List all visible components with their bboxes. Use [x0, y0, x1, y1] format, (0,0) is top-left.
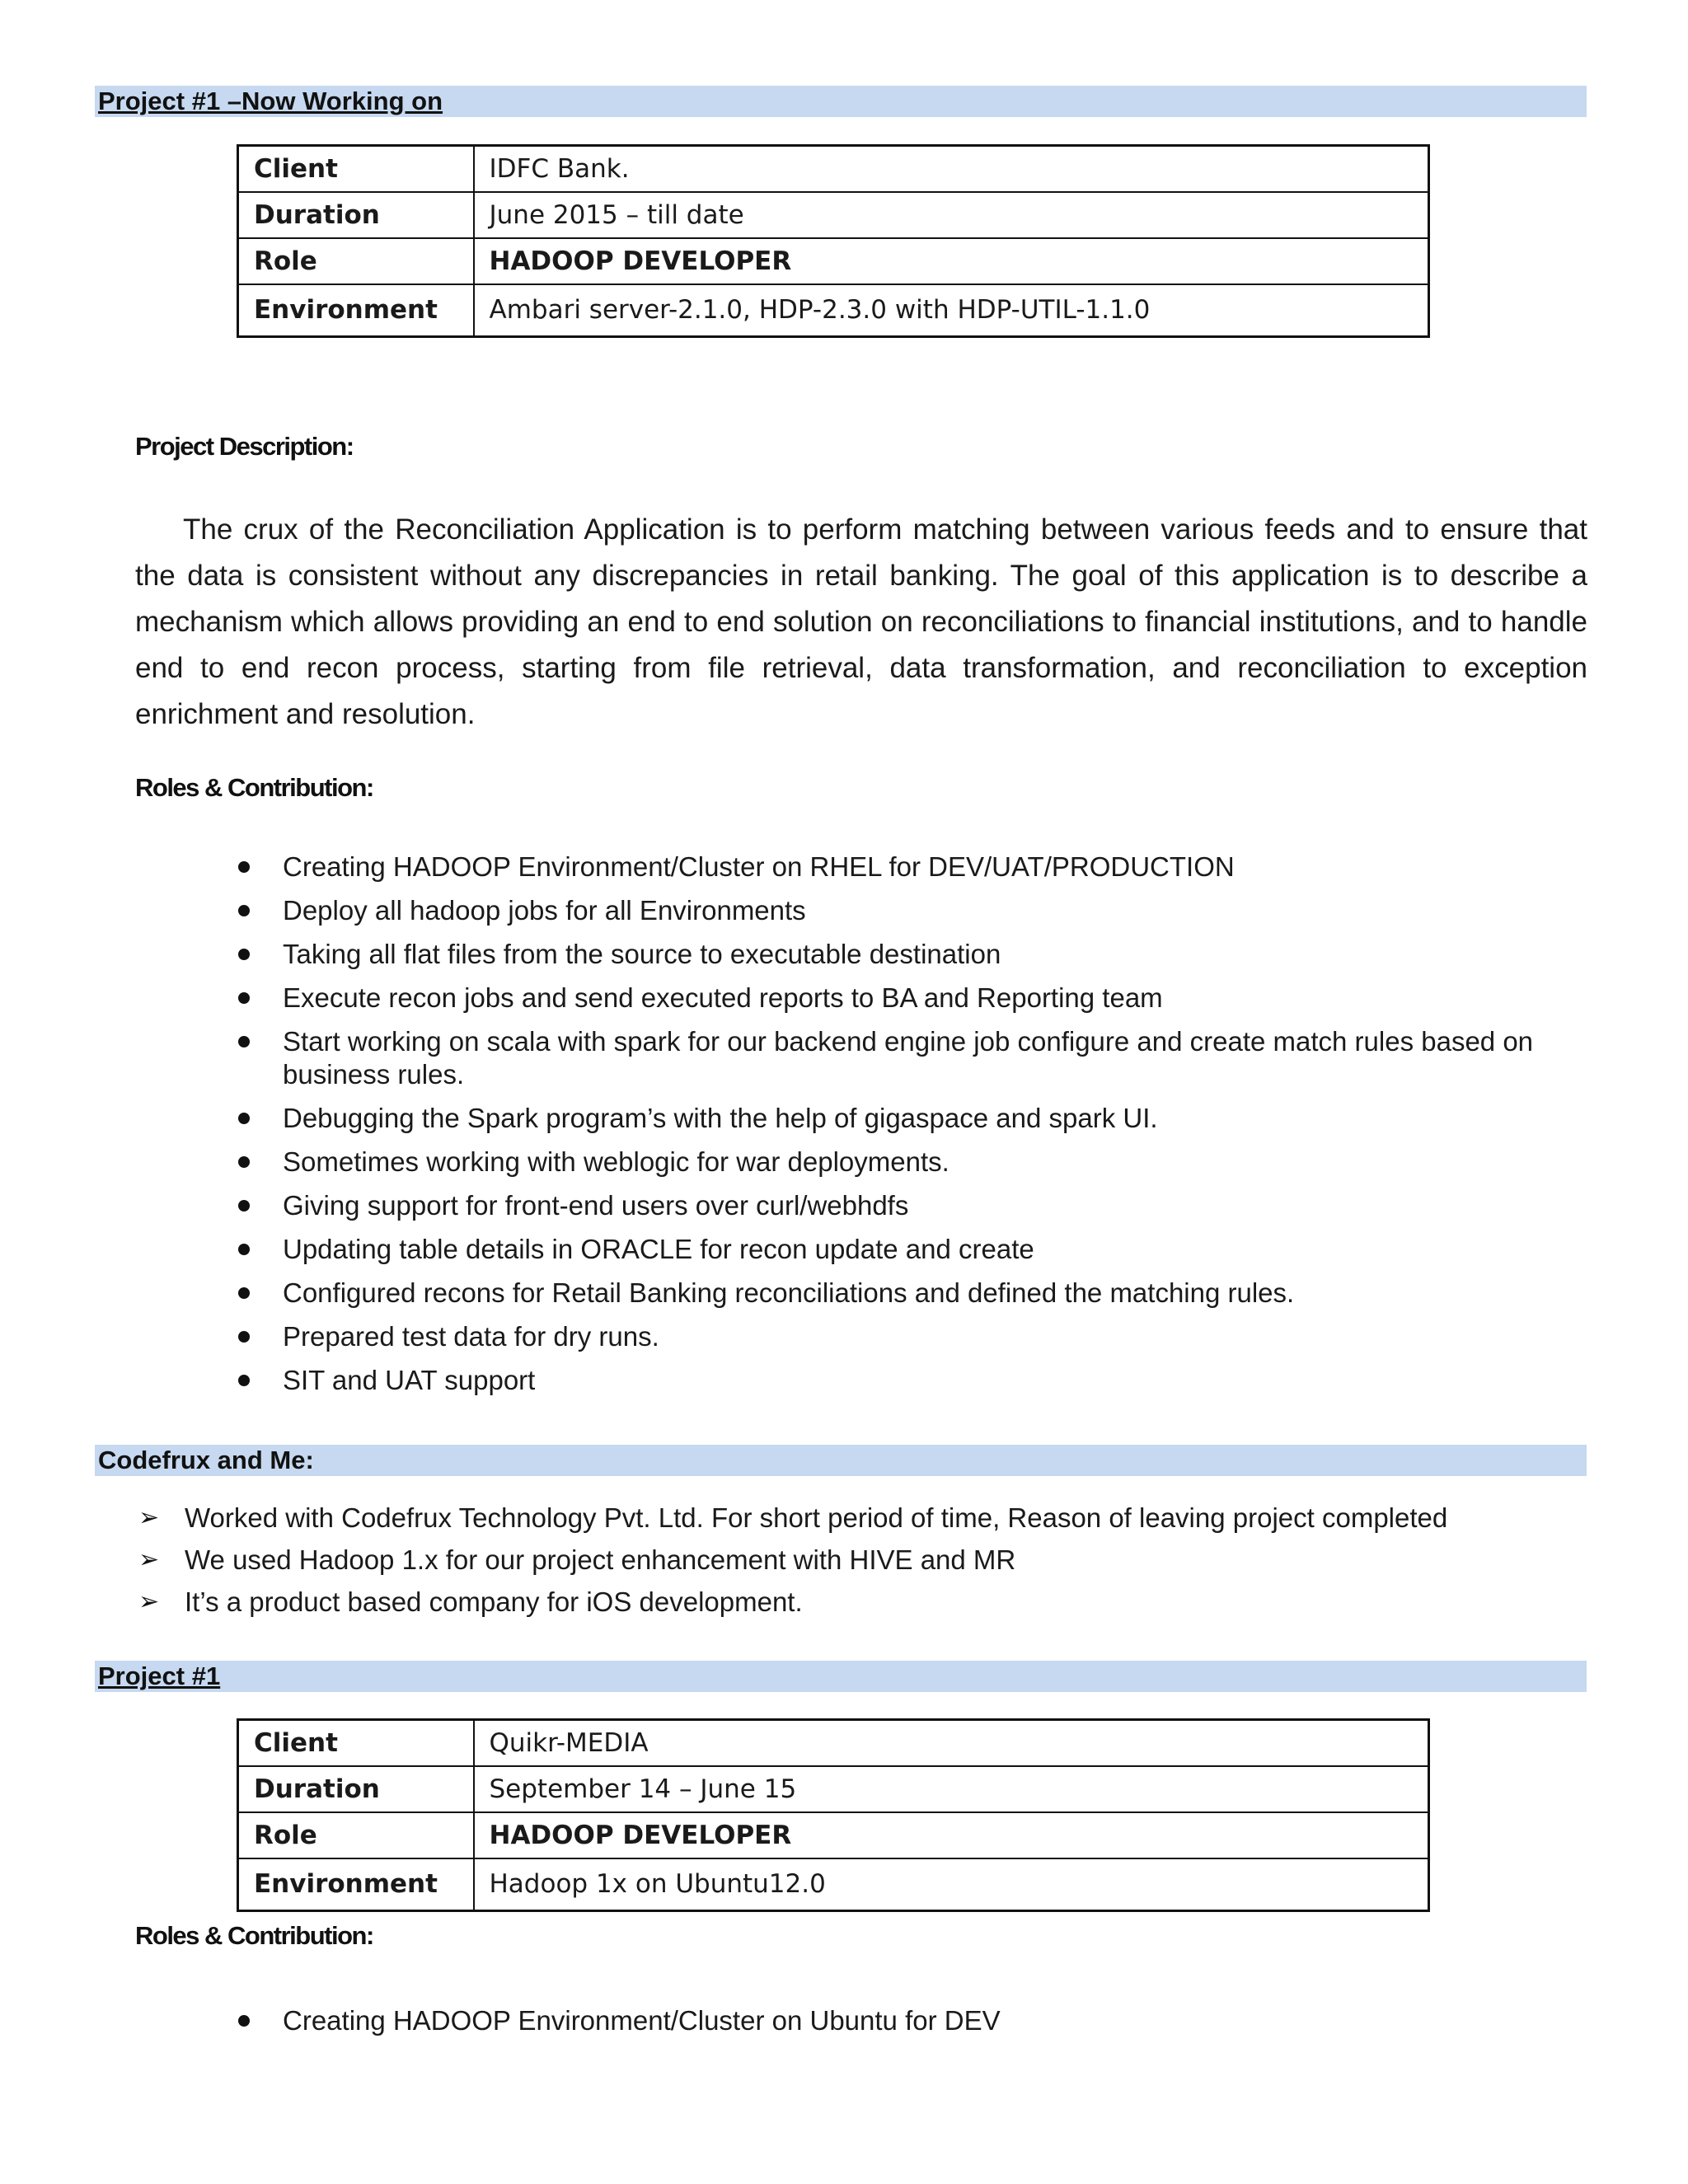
list-item-text: Creating HADOOP Environment/Cluster on RHEL for DEV/UAT/PRODUCTION: [283, 851, 1235, 882]
table-row: [238, 284, 1429, 337]
project-description-text: The crux of the Reconciliation Application is to perform matching between various feeds and to ensure that the data is consistent without any discrepancies in retail banking. The goal of this application is to describe a mechanism which allows providing an end to end solution on reconciliations to financial institutions, and to handle end to end recon process, starting from file retrieval, data transformation, and reconciliation to exception enrichment and resolution.: [135, 513, 1587, 730]
list-item: [237, 1102, 1588, 1135]
bullet-icon: [238, 905, 250, 916]
list-item-text: Worked with Codefrux Technology Pvt. Ltd. For short period of time, Reason of leaving project completed: [185, 1502, 1448, 1533]
list-item: [135, 1502, 1586, 1535]
arrow-bullet-icon: ➢: [138, 1545, 160, 1574]
list-item: [237, 1233, 1588, 1266]
table-label: Environment: [238, 284, 474, 337]
list-item-text: Prepared test data for dry runs.: [283, 1321, 659, 1352]
table-value: September 14 – June 15: [474, 1766, 1429, 1812]
list-item: [237, 851, 1588, 883]
project-info-table: [237, 1718, 1430, 1912]
list-item-text: Sometimes working with weblogic for war deployments.: [283, 1146, 950, 1177]
table-value: Quikr-MEDIA: [474, 1720, 1429, 1766]
list-item-text: Creating HADOOP Environment/Cluster on Ubuntu for DEV: [283, 2005, 1001, 2036]
bullet-icon: [238, 1331, 250, 1343]
bullet-icon: [238, 1200, 250, 1212]
bullet-icon: [238, 861, 250, 873]
project-description-heading: Project Description:: [135, 432, 354, 461]
section-heading-codefrux: [95, 1445, 1587, 1476]
list-item-text: SIT and UAT support: [283, 1365, 536, 1395]
project-now-info-table: [237, 144, 1430, 338]
arrow-bullet-icon: ➢: [138, 1503, 160, 1532]
list-item: [237, 894, 1588, 927]
table-row: [238, 1858, 1429, 1911]
bullet-icon: [238, 2015, 250, 2027]
table-value: IDFC Bank.: [474, 146, 1429, 192]
list-item-text: Start working on scala with spark for our backend engine job configure and create match rules based on business rules.: [283, 1026, 1534, 1090]
roles-contribution-heading: Roles & Contribution:: [135, 773, 373, 802]
bullet-icon: [238, 1244, 250, 1255]
table-value: Hadoop 1x on Ubuntu12.0: [474, 1858, 1429, 1911]
list-item: [237, 2004, 1588, 2037]
list-item-text: We used Hadoop 1.x for our project enhancement with HIVE and MR: [185, 1544, 1016, 1575]
list-item: [237, 1364, 1588, 1397]
list-item: [135, 1544, 1586, 1577]
table-label: Duration: [238, 192, 474, 238]
table-row: [238, 146, 1429, 192]
section-heading-text: Project #1 –Now Working on: [98, 87, 443, 115]
roles-list: [237, 851, 1588, 1408]
roles-contribution-heading: Roles & Contribution:: [135, 1921, 373, 1950]
list-item-text: Deploy all hadoop jobs for all Environments: [283, 895, 806, 926]
arrow-bullet-icon: ➢: [138, 1587, 160, 1616]
list-item: [237, 1320, 1588, 1353]
bullet-icon: [238, 1156, 250, 1168]
table-label: Role: [238, 1812, 474, 1858]
list-item: [237, 1025, 1588, 1091]
table-label: Duration: [238, 1766, 474, 1812]
list-item-text: Updating table details in ORACLE for recon update and create: [283, 1234, 1034, 1264]
list-item-text: Debugging the Spark program’s with the help of gigaspace and spark UI.: [283, 1103, 1158, 1133]
bullet-icon: [238, 1375, 250, 1386]
list-item-text: Configured recons for Retail Banking reconciliations and defined the matching rules.: [283, 1277, 1295, 1308]
table-label: Role: [238, 238, 474, 284]
list-item: [237, 1146, 1588, 1179]
list-item: [237, 982, 1588, 1015]
table-value: June 2015 – till date: [474, 192, 1429, 238]
table-value: Ambari server-2.1.0, HDP-2.3.0 with HDP-UTIL-1.1.0: [474, 284, 1429, 337]
table-row: [238, 192, 1429, 238]
bullet-icon: [238, 949, 250, 960]
section-heading-text: Codefrux and Me:: [98, 1446, 314, 1474]
table-row: [238, 1766, 1429, 1812]
codefrux-list: [135, 1502, 1586, 1628]
list-item: [237, 1277, 1588, 1310]
bullet-icon: [238, 992, 250, 1004]
list-item: [237, 1189, 1588, 1222]
bullet-icon: [238, 1287, 250, 1299]
list-item-text: It’s a product based company for iOS development.: [185, 1586, 803, 1617]
list-item-text: Taking all flat files from the source to executable destination: [283, 939, 1001, 969]
table-row: [238, 1812, 1429, 1858]
list-item-text: Execute recon jobs and send executed reports to BA and Reporting team: [283, 982, 1163, 1013]
table-label: Environment: [238, 1858, 474, 1911]
table-value: HADOOP DEVELOPER: [474, 1812, 1429, 1858]
roles-list: [237, 2004, 1588, 2048]
table-value: HADOOP DEVELOPER: [474, 238, 1429, 284]
section-heading-project: [95, 1661, 1587, 1692]
section-heading-project-now: [95, 86, 1587, 117]
bullet-icon: [238, 1113, 250, 1124]
table-row: [238, 238, 1429, 284]
list-item: [135, 1586, 1586, 1619]
table-label: Client: [238, 146, 474, 192]
table-row: [238, 1720, 1429, 1766]
list-item-text: Giving support for front-end users over curl/webhdfs: [283, 1190, 909, 1221]
bullet-icon: [238, 1036, 250, 1047]
table-label: Client: [238, 1720, 474, 1766]
list-item: [237, 938, 1588, 971]
section-heading-text: Project #1: [98, 1661, 221, 1690]
